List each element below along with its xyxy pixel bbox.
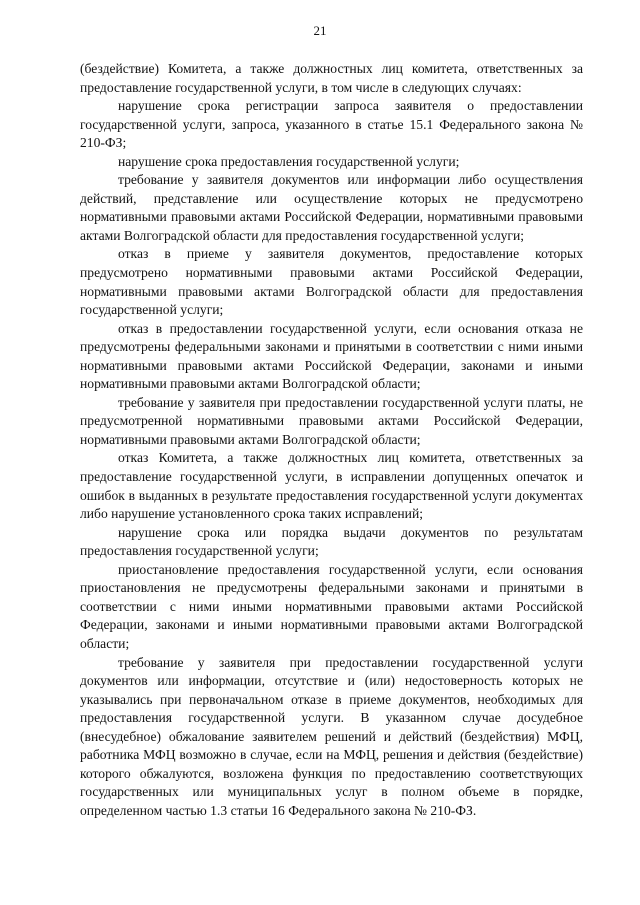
paragraph-document-acceptance-refusal: отказ в приеме у заявителя документов, предоставление которых предусмотрено нормативными правовыми актами Российской Федерации, нормативными правовыми актами Волгоградской области для предоставления государственной услуги;: [80, 246, 583, 318]
paragraph-issuance-violation: нарушение срока или порядка выдачи документов по результатам предоставления государственной услуги;: [80, 524, 583, 559]
paragraph-registration-violation: нарушение срока регистрации запроса заявителя о предоставлении государственной услуги, запроса, указанного в статье 15.1 Федерального закона № 210-ФЗ;: [80, 98, 583, 151]
paragraph-continuation: (бездействие) Комитета, а также должностных лиц комитета, ответственных за предоставление государственной услуги, в том числе в следующих случаях:: [80, 61, 583, 95]
paragraph-extra-documents-demand: требование у заявителя документов или информации либо осуществления действий, представление или осуществление которых не предусмотрено нормативными правовыми актами Российской Федерации, нормативными правовыми актами Волгоградской области для предоставления государственной услуги;: [80, 172, 583, 243]
paragraph-service-refusal: отказ в предоставлении государственной услуги, если основания отказа не предусмотрены федеральными законами и принятыми в соответствии с ними иными нормативными правовыми актами Российской Федерации, законами и иными нормативными правовыми актами Волгоградской области;: [80, 320, 583, 392]
paragraph-unlisted-documents-demand: требование у заявителя при предоставлении государственной услуги документов или информации, отсутствие и (или) недостоверность которых не указывались при первоначальном отказе в приеме документов, необходимых для предоставления государственной услуги. В указанном случае досудебное (внесудебное) обжалование заявителем решений и действий (бездействия) МФЦ, работника МФЦ возможно в случае, если на МФЦ, решения и действия (бездействие) которого обжалуются, возложена функция по предоставлению соответствующих государственных или муниципальных услуг в полном объеме в порядке, определенном частью 1.3 статьи 16 Федерального закона № 210-ФЗ.: [80, 654, 583, 818]
document-body: [80, 60, 583, 820]
paragraph-correction-refusal: отказ Комитета, а также должностных лиц комитета, ответственных за предоставление государственной услуги, в исправлении допущенных опечаток и ошибок в выданных в результате предоставления государственной услуги документах либо нарушение установленного срока таких исправлений;: [80, 450, 583, 522]
page-number: 21: [313, 23, 327, 38]
paragraph-fee-demand: требование у заявителя при предоставлении государственной услуги платы, не предусмотренной нормативными правовыми актами Российской Федерации, нормативными правовыми актами Волгоградской области;: [80, 394, 583, 447]
paragraph-service-deadline-violation: нарушение срока предоставления государственной услуги;: [118, 153, 460, 169]
paragraph-suspension: приостановление предоставления государственной услуги, если основания приостановления не предусмотрены федеральными законами и принятыми в соответствии с ними иными нормативными правовыми актами Российской Федерации, законами и иными нормативными правовыми актами Волгоградской области;: [80, 561, 583, 651]
